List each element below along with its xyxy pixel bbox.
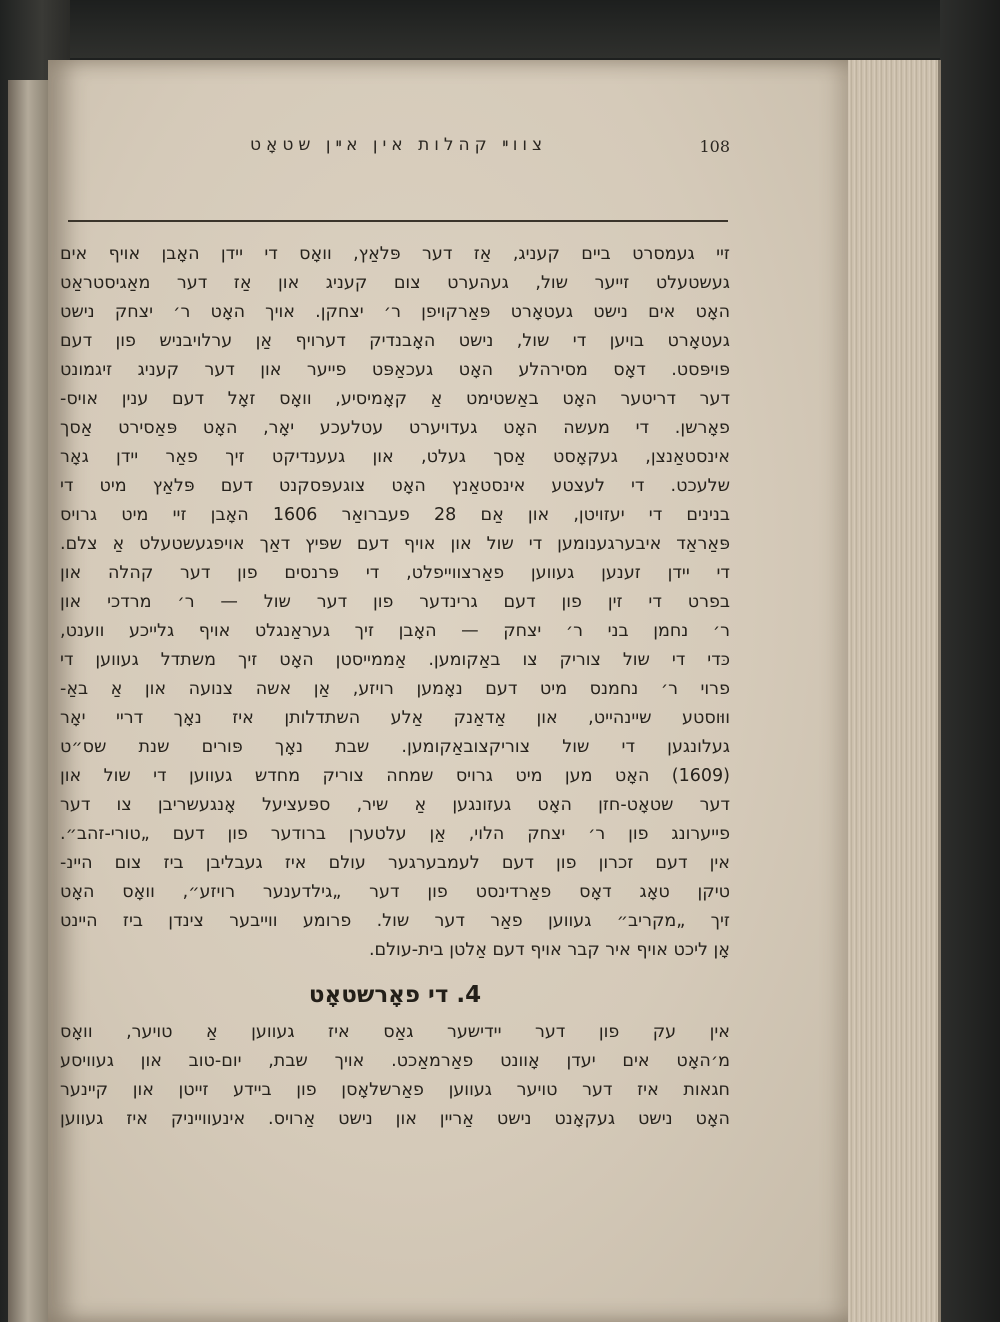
text-line: פּאַראַד איבערגענומען די שול און אויף דעם שפּיץ דאַך אויפגעשטעלט אַ צלם. <box>60 534 730 554</box>
text-line: ר׳ נחמן בני ר׳ יצחק — האָבן זיך געראַנגלט אויף גלייכע ווענט, <box>60 621 730 641</box>
text-line: געטאָרט בויען די שול, נישט האָבנדיק דערויף אַן ערלויבניש פון דעם <box>60 331 730 351</box>
text-line: אין עק פון דער יידישער גאַס איז געווען אַ טויער, וואָס <box>60 1022 730 1042</box>
text-line: (1609) האָט מען מיט גרויס שמחה צוריק מחדש געווען די שול און <box>60 766 730 786</box>
text-line: האָט אים נישט געטאָרט פּאַרקויפן ר׳ יצחקן. אויך האָט ר׳ יצחק נישט <box>60 302 730 322</box>
text-line: אינסטאַנצן, געקאָסט אַסך געלט, און געענדיקט זיך פאַר יידן גאָר <box>60 447 730 467</box>
page-edges <box>838 60 941 1322</box>
text-line: כּדי די שול צוריק צו באַקומען. אַממייסטן האָט זיך משתדל געווען די <box>60 650 730 670</box>
text-line: טיקן טאָג דאָס פאַרדינסט פון דער „גילדענער רויזע״, וואָס האָט <box>60 882 730 902</box>
text-line: פרוי ר׳ נחמנס מיט דעם נאָמען רויזע, אַן אשה צנועה און אַ באַ- <box>60 679 730 699</box>
text-line: מ׳האָט אים יעדן אָוונט פאַרמאַכט. אויך שבת, יום-טוב און געוויסע <box>60 1051 730 1071</box>
text-line: דער שטאָט-חזן האָט געזונגען אַ שיר, ספּעציעל אָנגעשריבן צו דער <box>60 795 730 815</box>
text-line: דער דריטער האָט באַשטימט אַ קאָמיסיע, וואָס זאָל דעם ענין אויס- <box>60 389 730 409</box>
text-line: חגאות איז דער טויער געווען פאַרשלאָסן פון ביידע זייטן און קיינער <box>60 1080 730 1100</box>
text-line: פּויפּסט. דאָס מסירהלע האָט געכאַפּט פייער און דער קעניג זיגמונט <box>60 360 730 380</box>
running-head: צווײ קהלות אין אײן שטאָט <box>250 135 548 155</box>
text-body-section-4 <box>60 1018 730 1134</box>
paragraph-1 <box>60 240 730 559</box>
facing-page-edge <box>8 80 48 1322</box>
paragraph-2 <box>60 559 730 965</box>
text-line: האָט נישט געקאָנט נישט אַריין און נישט אַרויס. אינעווייניק איז געווען <box>60 1109 730 1129</box>
paragraph-3 <box>60 1018 730 1134</box>
text-line: אָן ליכט אויף איר קבר אויף דעם אַלטן בית-עולם. <box>368 940 730 960</box>
section-title: 4. די פאָרשטאָט <box>308 982 482 1008</box>
text-line: די יידן זענען געווען פאַרצווייפלט, די פּרנסים פון דער קהלה און <box>60 563 730 583</box>
text-line: געלונגען די שול צוריקצובאַקומען. שבת נאָך פּורים שנת שס״ט <box>60 737 730 757</box>
text-line: בנינים די יעזויטן, און אַם 28 פעברואַר 1606 האָבן זיי מיט גרויס <box>60 505 730 525</box>
text-line: פאָרשן. די מעשה האָט געדויערט עטלעכע יאָר, האָט פּאַסירט אַסך <box>60 418 730 438</box>
text-line: ווּוסטע שיינהייט, און אַדאַנק אַלע השתדלותן איז נאָך דריי יאָר <box>60 708 730 728</box>
text-line: אין דעם זכרון פון דעם לעמבערגער עולם איז געבליבן ביז צום היינ- <box>60 853 730 873</box>
text-line: שלעכט. די לעצטע אינסטאַנץ האָט צוגעפּסקנט דעם פּלאַץ מיט די <box>60 476 730 496</box>
text-body <box>60 240 730 965</box>
page-number: 108 <box>699 137 730 156</box>
text-line: בפרט די זין פון דעם גרינדער פון דער שול — ר׳ מרדכי און <box>60 592 730 612</box>
text-line: פייערונג פון ר׳ יצחק הלוי, אַן עלטערן ברודער פון דעם „טורי-זהב״. <box>60 824 730 844</box>
header-rule <box>68 220 728 222</box>
book-cover-top <box>0 0 1000 58</box>
book-cover-right <box>940 0 1000 1322</box>
text-line: זיי געמסרט ביים קעניג, אַז דער פּלאַץ, וואָס די יידן האָבן אויף אים <box>60 244 730 264</box>
page-header <box>70 135 740 169</box>
text-line: זיך „מקריב״ געווען פאַר דער שול. פרומע ווייבער צינדן ביז היינט <box>60 911 730 931</box>
text-line: געשטעלט זייער שול, געהערט צום קעניג און אַז דער מאַגיסטראַט <box>60 273 730 293</box>
